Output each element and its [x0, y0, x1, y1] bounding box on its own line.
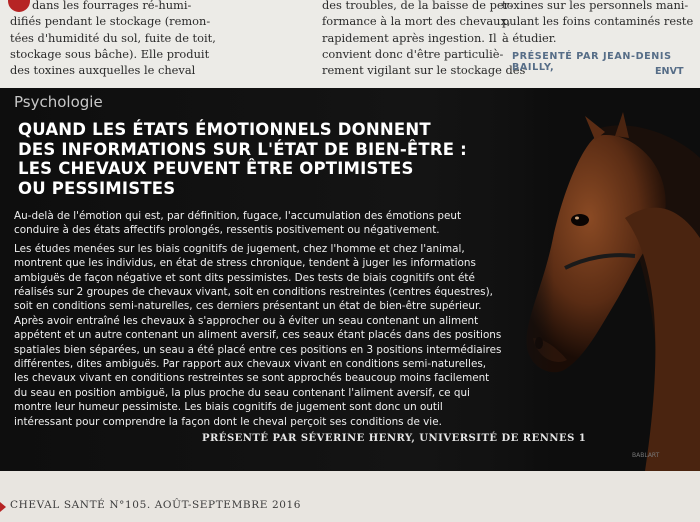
author-credit: PRÉSENTÉ PAR JEAN-DENIS BAILLY, — [512, 51, 672, 73]
psychology-panel — [0, 88, 700, 471]
text-line: rapidement après ingestion. Il — [322, 30, 497, 45]
text-line: rement vigilant sur le stockage des — [322, 63, 526, 78]
article-paragraph: Les études menées sur les biais cognitifs de jugement, chez l'homme et chez l'animal, montrent que les individus, en état de stress chronique, tendent à juger les informations ambiguës de façon négative et sont dits pessimistes. Des tests de biais cognitifs ont été réalisés sur 2 groupes de chevaux vivant, soit en conditions restreintes (centres équestres), soit en conditions semi-naturelles, ces derniers présentant un état de bien-être supérieur. Après avoir entraîné les chevaux à s'approcher ou à éviter un seau contenant un aliment appétent et un autre contenant un aliment aversif, ces seaux étant placés dans des positions spatiales bien séparées, un seau a été placé entre ces positions en 3 positions intermédiaires différentes, dites ambiguës. Par rapport aux chevaux vivant en conditions semi-naturelles, les chevaux vivant en conditions restreintes se sont approchés beaucoup moins facilement du seau en position ambiguë, la plus proche du seau contenant l'aliment aversif, ce qui montre leur humeur pessimiste. Les biais cognitifs de jugement sont donc un outil intéressant pour comprendre la façon dont le cheval perçoit ses conditions de vie. — [14, 242, 502, 428]
text-line: à étudier. — [502, 30, 557, 45]
article-credit: PRÉSENTÉ PAR SÉVERINE HENRY, UNIVERSITÉ DE RENNES 1 — [202, 433, 587, 444]
section-label: Psychologie — [14, 93, 103, 111]
headline-line: DES INFORMATIONS SUR L'ÉTAT DE BIEN-ÊTRE : — [18, 139, 467, 159]
text-line: tées d'humidité du sol, fuite de toit, — [10, 30, 216, 45]
text-line: formance à la mort des chevaux, — [322, 14, 511, 29]
page-footer — [0, 471, 700, 522]
text-line: convient donc d'être particuliè- — [322, 46, 504, 61]
footer-issue-text: CHEVAL SANTÉ N°105. AOÛT-SEPTEMBRE 2016 — [10, 499, 302, 511]
column-1 — [10, 0, 216, 78]
text-line: des toxines auxquelles le cheval — [10, 63, 196, 78]
text-line: difiés pendant le stockage (remon- — [10, 14, 211, 29]
article-intro: Au-delà de l'émotion qui est, par définition, fugace, l'accumulation des émotions peut conduire à des états affectifs prolongés, ressentis positivement ou négativement. — [14, 210, 462, 237]
headline-line: QUAND LES ÉTATS ÉMOTIONNELS DONNENT — [18, 120, 431, 139]
text-line: stockage sous bâche). Elle produit — [10, 46, 210, 61]
text-line: pulant les foins contaminés reste — [502, 14, 694, 29]
text-line: dans les fourrages ré-humi- — [32, 0, 192, 12]
column-3 — [502, 0, 692, 46]
photo-credit: BABLART — [632, 452, 660, 459]
previous-article-columns — [0, 0, 700, 88]
text-line: des troubles, de la baisse de per- — [322, 0, 513, 12]
text-line: toxines sur les personnels mani- — [502, 0, 689, 12]
article-headline — [18, 120, 468, 198]
headline-line: OU PESSIMISTES — [18, 178, 176, 198]
column-2 — [322, 0, 526, 78]
article-body — [14, 209, 504, 429]
horse-photo — [505, 88, 700, 471]
author-affiliation: ENVT — [655, 66, 684, 77]
headline-line: LES CHEVAUX PEUVENT ÊTRE OPTIMISTES — [18, 159, 414, 178]
arrow-right-icon — [0, 502, 6, 512]
